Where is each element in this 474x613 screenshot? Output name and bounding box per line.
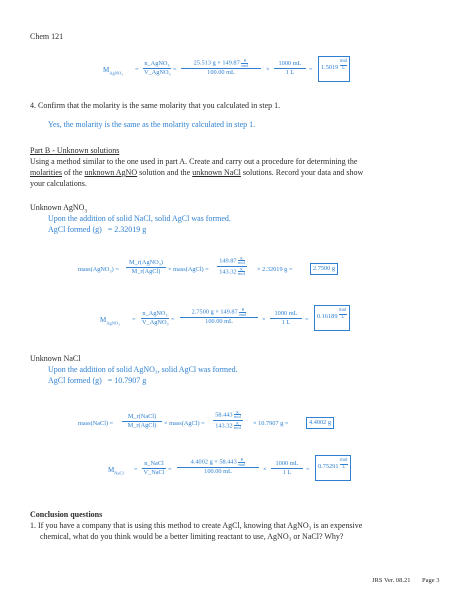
eq-fraction-main	[177, 457, 259, 476]
frac-den: 100.00 mL	[207, 69, 235, 76]
frac-den: 143.32	[219, 267, 237, 275]
eq-tail: × 10.7907 g =	[253, 420, 289, 427]
eq-fraction-conv	[271, 460, 303, 477]
step4-question: 4. Confirm that the molarity is the same molarity that you calculated in step 1.	[30, 101, 281, 110]
course-label: Chem 121	[30, 32, 64, 41]
frac-den: V_AgNO₃	[142, 319, 169, 326]
eq-fraction-n-v	[142, 460, 166, 477]
frac-num: 25.513 g × 149.87	[193, 59, 240, 67]
frac-den: 1 L	[282, 469, 292, 476]
frac-den: M_r(AgCl)	[131, 268, 161, 275]
footer-version: JRS Ver. 08.21	[372, 577, 411, 584]
unit-bot: mol	[241, 62, 249, 68]
unit-top: mol	[340, 457, 348, 463]
frac-num: n_AgNO₃	[144, 60, 170, 67]
unit-top: g	[238, 457, 245, 463]
frac-num: 58.443	[215, 411, 233, 419]
eq-mid: × mass(AgCl) =	[164, 420, 205, 427]
unknown-agno3-formed	[48, 225, 146, 235]
unit-top: g	[241, 58, 248, 64]
frac-den: V_AgNO₃	[144, 69, 171, 76]
unknown-agno3-observation: Upon the addition of solid NaCl, solid AgCl was formed.	[48, 214, 231, 223]
partB-text: unknown NaCl	[192, 168, 241, 177]
section-title: Unknown AgNO	[30, 203, 85, 212]
eq-fraction-main	[180, 307, 258, 326]
formed-value: = 10.7907 g	[107, 376, 147, 385]
unknown-nacl-observation: Upon the addition of solid AgNO₃, solid AgCl was formed.	[48, 365, 238, 374]
frac-num: 1000 mL	[275, 460, 299, 467]
frac-den: 143.32	[215, 421, 233, 429]
frac-den: 1 L	[285, 69, 295, 76]
partB-text: of the	[62, 168, 85, 177]
eq-lhs-sub: AgNO₃	[106, 320, 120, 326]
eq-tail: × 2.32019 g =	[257, 266, 293, 273]
unit-top: g	[238, 267, 245, 272]
frac-num: M_r(AgNO₃)	[128, 259, 164, 266]
partB-text: molarities	[30, 168, 62, 177]
unit-bot: L	[342, 65, 346, 71]
unit-top: g	[238, 256, 245, 261]
unit-bot: L	[341, 314, 345, 320]
formed-label: AgCl formed (g)	[48, 225, 102, 234]
partB-line3: your calculations.	[30, 179, 87, 188]
eq-equals: =	[135, 66, 139, 73]
eq-fraction-mr	[126, 259, 166, 276]
frac-num: M_r(NaCl)	[127, 413, 157, 420]
eq-lhs: M	[108, 466, 115, 474]
eq-lhs-sub: AgNO₃	[109, 70, 123, 76]
eq-fraction-conv	[270, 310, 302, 327]
result-box: 2.7500 g	[310, 263, 338, 275]
times-sign: ×	[266, 66, 270, 73]
unit-bot: mol	[234, 424, 241, 430]
unknown-nacl-formed	[48, 376, 146, 386]
partB-heading: Part B - Unknown solutions	[30, 146, 120, 155]
eq-fraction-molar	[213, 410, 243, 430]
frac-den: 1 L	[281, 319, 291, 326]
frac-num: n_NaCl	[144, 460, 164, 467]
conclusion-heading: Conclusion questions	[30, 510, 103, 519]
unit-top: g	[239, 307, 246, 313]
unit-bot: mol	[239, 311, 247, 317]
result-box	[318, 56, 350, 82]
result-box	[314, 305, 350, 331]
eq-lhs: mass(AgNO₃) =	[78, 266, 119, 273]
eq-fraction-molar	[217, 256, 247, 276]
frac-den: 100.00 mL	[205, 318, 233, 325]
result-box: 4.4002 g	[306, 417, 334, 429]
frac-num: 1000 mL	[278, 60, 302, 67]
result-value: 0.75291	[318, 463, 339, 470]
footer-page: Page 3	[422, 577, 440, 584]
frac-num: n_AgNO₃	[142, 310, 168, 317]
unknown-nacl-title: Unknown NaCl	[30, 354, 81, 363]
eq-lhs: M	[100, 316, 107, 324]
formed-label: AgCl formed (g)	[48, 376, 102, 385]
partB-text: unknown AgNO	[84, 168, 138, 177]
conclusion-q1-line2: chemical, what do you think would be a better limiting reactant to use, AgNO₃ or NaCl? Why?	[40, 532, 344, 541]
eq-lhs-sub: NaCl	[114, 470, 124, 476]
unit-top: mol	[339, 307, 347, 313]
unit-top: mol	[339, 58, 348, 64]
frac-den: M_r(AgCl)	[127, 422, 157, 429]
unit-top: g	[234, 421, 241, 426]
step4-answer: Yes, the molarity is the same as the molarity calculated in step 1.	[48, 120, 256, 129]
partB-line1: Using a method similar to the one used in part A. Create and carry out a procedure for determining the	[30, 157, 358, 166]
conclusion-q1-line1: 1. If you have a company that is using this method to create AgCl, knowing that AgNO₃ is an expensive	[30, 521, 363, 530]
eq-mid: × mass(AgCl) =	[168, 266, 209, 273]
eq-lhs: mass(NaCl) =	[78, 420, 114, 427]
formed-value: = 2.32019 g	[107, 225, 147, 234]
partB-text: solution and the	[137, 168, 193, 177]
frac-den: V_NaCl	[143, 469, 165, 476]
frac-den: 100.00 mL	[204, 468, 232, 475]
unit-bot: mol	[234, 414, 241, 420]
unit-bot: mol	[238, 461, 246, 467]
unit-top: g	[234, 410, 241, 415]
eq-lhs: M	[103, 66, 110, 74]
eq-fraction-n-v	[141, 310, 169, 327]
result-value: 0.16189	[317, 313, 338, 320]
result-box	[315, 455, 351, 481]
partB-line2	[30, 168, 363, 178]
unit-bot: L	[342, 464, 346, 470]
eq-fraction-mr	[122, 413, 162, 430]
eq-fraction-main	[181, 58, 261, 77]
eq-fraction-conv	[274, 60, 306, 77]
frac-num: 1000 mL	[274, 310, 298, 317]
frac-num: 4.4002 g × 58.443	[190, 458, 237, 466]
unit-bot: mol	[238, 260, 245, 266]
frac-num: 149.87	[219, 257, 237, 265]
partB-text: solutions. Record your data and show	[240, 168, 364, 177]
unit-bot: mol	[238, 270, 245, 276]
section-title-sub: 3	[84, 209, 87, 215]
eq-fraction-n-v	[143, 60, 171, 77]
result-value: 1.5019	[321, 64, 339, 71]
frac-num: 2.7500 g × 149.87	[191, 308, 238, 316]
